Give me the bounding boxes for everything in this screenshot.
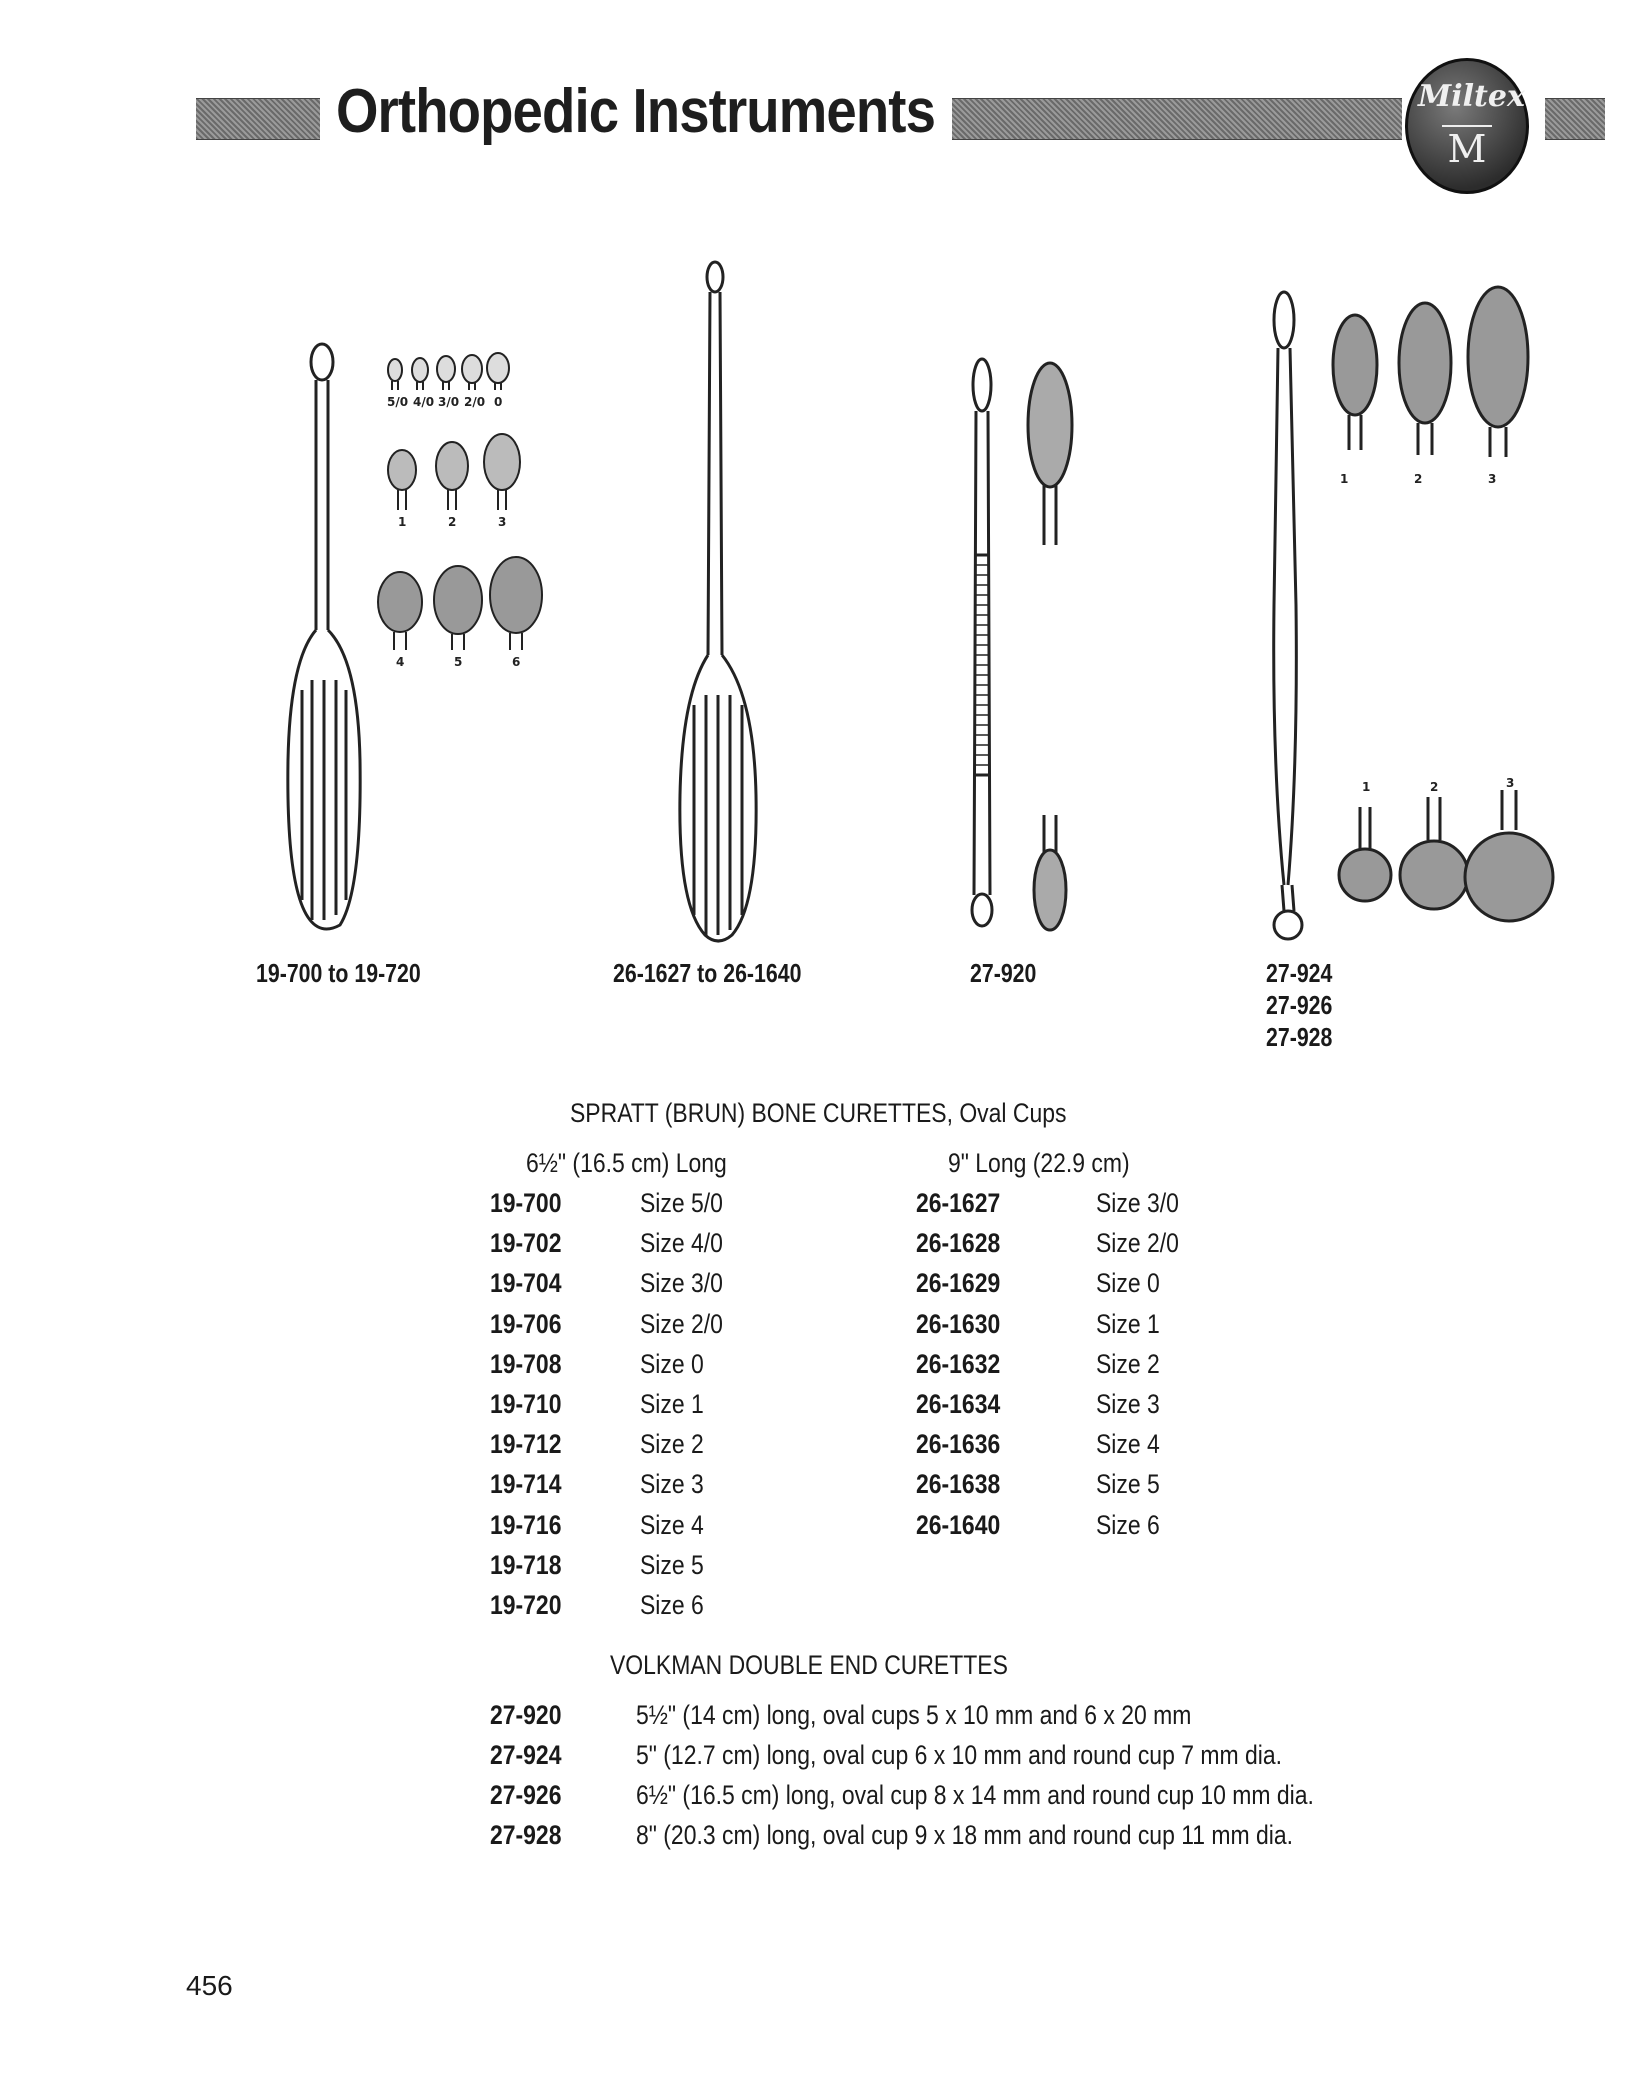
item-code: 26-1638 xyxy=(916,1469,1001,1500)
item-size: Size 5/0 xyxy=(640,1188,723,1218)
round-cups-set xyxy=(1339,790,1553,921)
item-code: 19-714 xyxy=(490,1469,562,1500)
item-code: 27-920 xyxy=(490,1700,562,1730)
item-size: Size 4 xyxy=(1096,1429,1160,1460)
curette-handle-illustration xyxy=(288,344,360,929)
size-label: 0 xyxy=(494,395,503,409)
figure-spratt-long-curette xyxy=(660,255,780,955)
caption-fig1: 19-700 to 19-720 xyxy=(256,958,421,988)
size-cups-row2 xyxy=(388,434,520,510)
caption-fig2: 26-1627 to 26-1640 xyxy=(613,958,802,988)
item-code: 27-926 xyxy=(490,1780,562,1810)
size-label: 3 xyxy=(1506,776,1515,790)
header-bar-left xyxy=(196,98,320,140)
size-label: 5/0 xyxy=(387,395,409,409)
item-code: 26-1627 xyxy=(916,1188,1001,1218)
size-label: 4/0 xyxy=(413,395,435,409)
header-bar-right xyxy=(1545,98,1605,140)
size-label: 1 xyxy=(1340,472,1349,486)
page-title: Orthopedic Instruments xyxy=(336,77,936,146)
size-label: 2/0 xyxy=(464,395,486,409)
item-description: 8" (20.3 cm) long, oval cup 9 x 18 mm and round cup 11 mm dia. xyxy=(636,1820,1294,1850)
item-code: 19-708 xyxy=(490,1348,562,1379)
header-bar-middle xyxy=(952,98,1402,140)
logo-script: Miltex xyxy=(1418,79,1525,114)
size-label: 2 xyxy=(1430,780,1439,794)
item-code: 19-702 xyxy=(490,1228,562,1259)
caption-fig3: 27-920 xyxy=(970,958,1037,988)
size-cups-row3 xyxy=(378,557,542,650)
figure-volkman-27-920 xyxy=(960,355,1080,945)
volkman-heading: VOLKMAN DOUBLE END CURETTES xyxy=(610,1650,1008,1680)
spratt-right-subheading: 9" Long (22.9 cm) xyxy=(948,1148,1130,1178)
item-code: 19-704 xyxy=(490,1268,562,1299)
figure-spratt-short-curette xyxy=(280,330,560,950)
size-label: 2 xyxy=(448,515,457,529)
item-size: Size 2/0 xyxy=(1096,1228,1179,1259)
item-code: 26-1629 xyxy=(916,1268,1001,1299)
item-code: 26-1630 xyxy=(916,1308,1001,1339)
item-code: 26-1640 xyxy=(916,1509,1001,1540)
page-number: 456 xyxy=(186,1970,233,2001)
item-code: 19-716 xyxy=(490,1509,562,1540)
item-code: 19-720 xyxy=(490,1590,562,1620)
oval-cup-large xyxy=(1028,363,1072,545)
size-cups-row1 xyxy=(388,353,509,390)
caption-fig4-3: 27-928 xyxy=(1266,1022,1333,1052)
size-label: 1 xyxy=(1362,780,1371,794)
size-label: 1 xyxy=(398,515,407,529)
item-code: 26-1636 xyxy=(916,1429,1001,1460)
item-code: 19-710 xyxy=(490,1389,562,1419)
oval-cups-set xyxy=(1333,287,1528,457)
caption-fig4-2: 27-926 xyxy=(1266,990,1333,1020)
item-description: 5½" (14 cm) long, oval cups 5 x 10 mm and 6 x 20 mm xyxy=(636,1700,1192,1730)
item-size: Size 2/0 xyxy=(640,1308,723,1339)
item-size: Size 5 xyxy=(1096,1469,1160,1500)
item-size: Size 2 xyxy=(1096,1348,1160,1379)
size-label: 2 xyxy=(1414,472,1423,486)
size-label: 5 xyxy=(454,655,463,669)
size-label: 3/0 xyxy=(438,395,460,409)
spratt-left-subheading: 6½" (16.5 cm) Long xyxy=(526,1148,727,1178)
size-label: 3 xyxy=(498,515,507,529)
item-code: 19-700 xyxy=(490,1188,562,1218)
item-code: 26-1632 xyxy=(916,1348,1001,1379)
item-size: Size 3 xyxy=(640,1469,704,1500)
item-size: Size 1 xyxy=(640,1389,704,1419)
item-size: Size 6 xyxy=(640,1590,704,1620)
item-code: 26-1634 xyxy=(916,1389,1001,1419)
item-size: Size 0 xyxy=(1096,1268,1160,1299)
item-size: Size 4 xyxy=(640,1509,704,1540)
item-size: Size 4/0 xyxy=(640,1228,723,1259)
item-size: Size 0 xyxy=(640,1348,704,1379)
item-size: Size 3/0 xyxy=(1096,1188,1179,1218)
item-description: 5" (12.7 cm) long, oval cup 6 x 10 mm and round cup 7 mm dia. xyxy=(636,1740,1282,1770)
item-code: 19-712 xyxy=(490,1429,562,1460)
miltex-logo xyxy=(1405,58,1529,194)
item-code: 26-1628 xyxy=(916,1228,1001,1259)
oval-cup-small xyxy=(1034,815,1066,930)
item-size: Size 5 xyxy=(640,1549,704,1580)
item-size: Size 6 xyxy=(1096,1509,1160,1540)
item-size: Size 3 xyxy=(1096,1389,1160,1419)
size-label: 4 xyxy=(396,655,405,669)
item-code: 27-928 xyxy=(490,1820,562,1850)
size-label: 3 xyxy=(1488,472,1497,486)
item-description: 6½" (16.5 cm) long, oval cup 8 x 14 mm and round cup 10 mm dia. xyxy=(636,1780,1314,1810)
logo-mark: M xyxy=(1442,125,1492,171)
item-size: Size 1 xyxy=(1096,1308,1160,1339)
spratt-heading: SPRATT (BRUN) BONE CURETTES, Oval Cups xyxy=(570,1098,1067,1128)
item-code: 19-706 xyxy=(490,1308,562,1339)
item-code: 19-718 xyxy=(490,1549,562,1580)
item-size: Size 2 xyxy=(640,1429,704,1460)
figure-volkman-27-924-928 xyxy=(1260,285,1570,955)
caption-fig4-1: 27-924 xyxy=(1266,958,1333,988)
size-label: 6 xyxy=(512,655,521,669)
item-size: Size 3/0 xyxy=(640,1268,723,1299)
item-code: 27-924 xyxy=(490,1740,562,1770)
